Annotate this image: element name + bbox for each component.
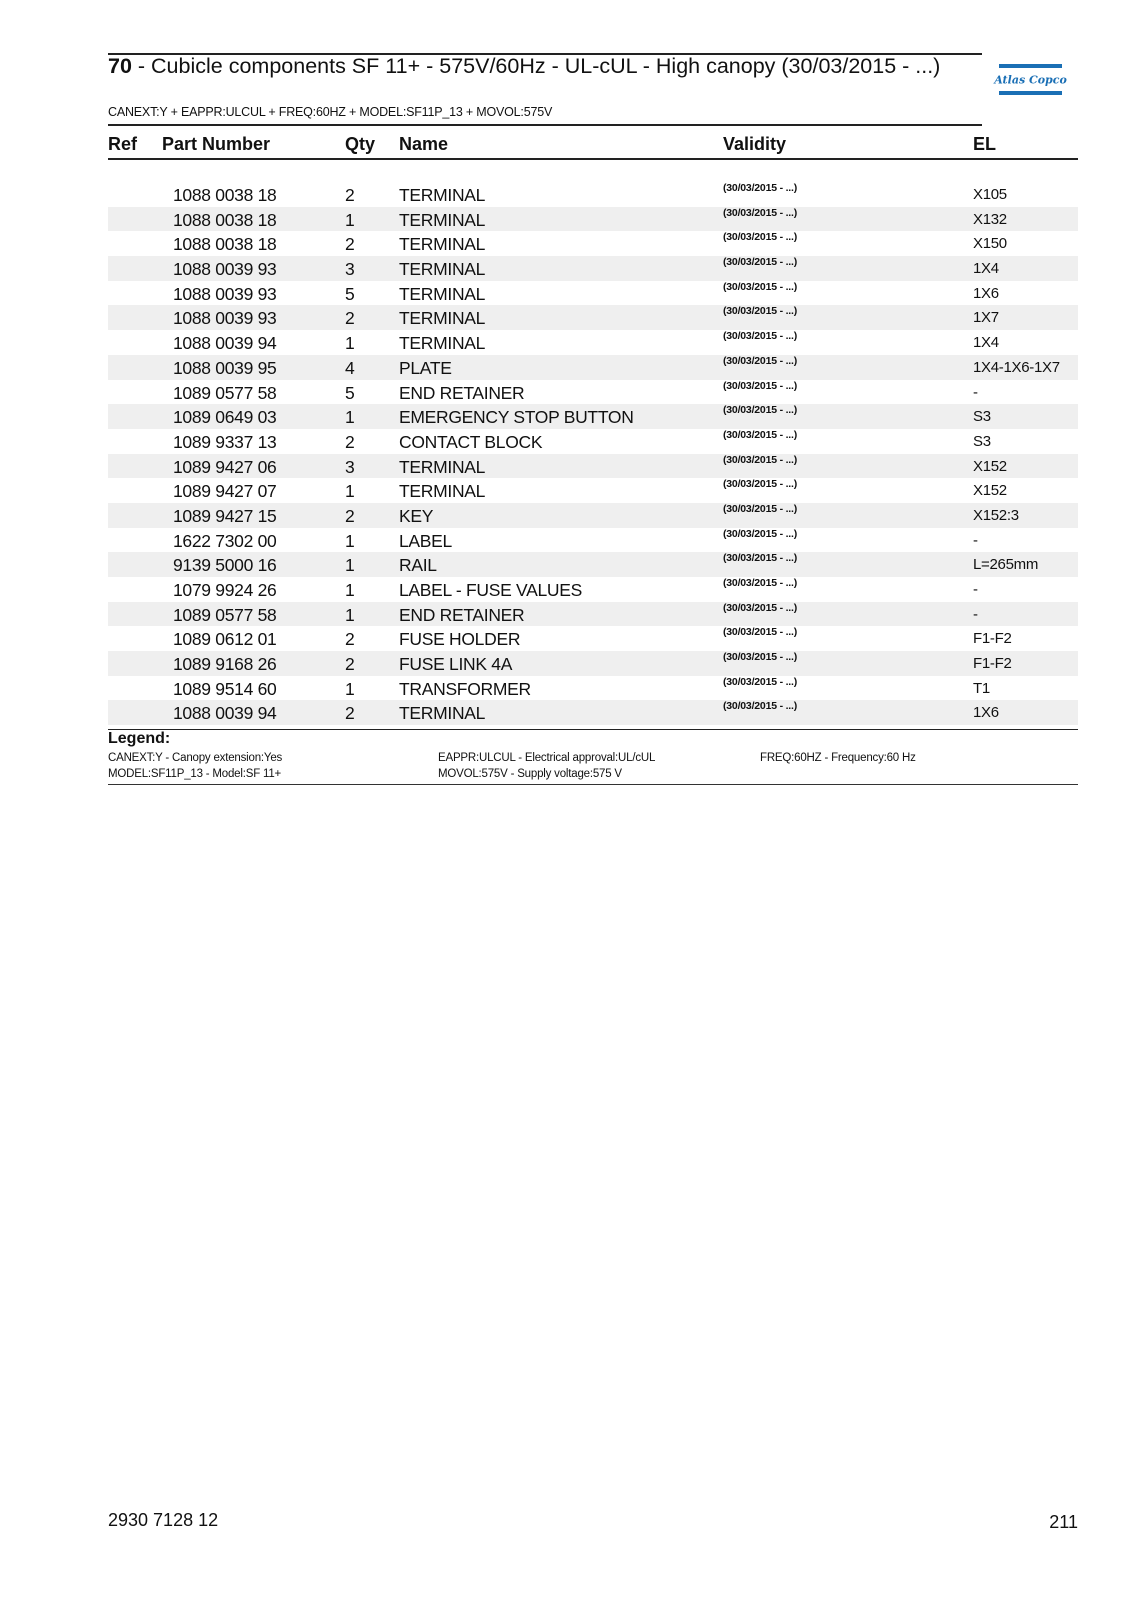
name-cell: TERMINAL — [399, 209, 486, 230]
el-cell: - — [973, 581, 978, 598]
document-number: 2930 7128 12 — [108, 1510, 219, 1530]
validity-cell: (30/03/2015 - ...) — [723, 330, 798, 343]
legend-bottom-rule — [108, 784, 1078, 785]
validity-cell: (30/03/2015 - ...) — [723, 502, 798, 515]
name-cell: FUSE LINK 4A — [399, 654, 513, 675]
el-cell: 1X7 — [973, 309, 999, 327]
part-number-cell: 1088 0038 18 — [173, 209, 277, 230]
validity-cell: (30/03/2015 - ...) — [723, 675, 798, 688]
el-cell: 1X6 — [973, 704, 999, 722]
table-row — [108, 651, 1078, 676]
column-header-name: Name — [399, 134, 449, 154]
part-number-cell: 9139 5000 16 — [173, 555, 277, 576]
part-number-cell: 1089 9514 60 — [173, 678, 277, 699]
qty-cell: 2 — [345, 629, 355, 650]
table-row — [108, 404, 1078, 429]
part-number-cell: 1088 0039 93 — [173, 308, 277, 329]
qty-cell: 3 — [345, 456, 355, 477]
name-cell: TERMINAL — [399, 185, 486, 205]
qty-cell: 1 — [345, 580, 355, 600]
table-row — [108, 429, 1078, 454]
table-row — [108, 305, 1078, 330]
part-number-cell: 1089 0649 03 — [173, 407, 277, 428]
parts-table — [108, 182, 1078, 725]
el-cell: X152:3 — [973, 506, 1019, 524]
part-number-cell: 1088 0039 93 — [173, 283, 277, 304]
configuration-code: CANEXT:Y + EAPPR:ULCUL + FREQ:60HZ + MODEL:SF11P_13 + MOVOL:575V — [108, 105, 553, 119]
column-header-ref: Ref — [108, 134, 138, 154]
page-number: 211 — [1049, 1512, 1078, 1532]
el-cell: 1X4 — [973, 334, 999, 352]
table-row — [108, 700, 1078, 725]
el-cell: L=265mm — [973, 556, 1039, 574]
column-header-el: EL — [973, 134, 997, 154]
part-number-cell: 1088 0039 93 — [173, 259, 277, 280]
name-cell: FUSE HOLDER — [399, 629, 521, 650]
validity-cell: (30/03/2015 - ...) — [723, 478, 798, 491]
validity-cell: (30/03/2015 - ...) — [723, 231, 798, 244]
table-row — [108, 602, 1078, 627]
part-number-cell: 1622 7302 00 — [173, 530, 277, 551]
validity-cell: (30/03/2015 - ...) — [723, 453, 798, 466]
part-number-cell: 1088 0039 94 — [173, 703, 277, 724]
part-number-cell: 1089 0577 58 — [173, 382, 277, 403]
name-cell: END RETAINER — [399, 382, 525, 403]
el-cell: F1-F2 — [973, 630, 1012, 648]
page-title — [108, 54, 970, 79]
qty-cell: 1 — [345, 209, 355, 230]
legend-model: MODEL:SF11P_13 - Model:SF 11+ — [108, 768, 282, 780]
atlas-copco-logo — [994, 64, 1067, 95]
name-cell: RAIL — [399, 555, 437, 576]
header-bottom-rule — [108, 124, 982, 126]
name-cell: TERMINAL — [399, 283, 486, 304]
table-row — [108, 182, 1078, 207]
name-cell: END RETAINER — [399, 604, 525, 625]
part-number-cell: 1088 0038 18 — [173, 185, 277, 205]
table-row — [108, 454, 1078, 479]
qty-cell: 2 — [345, 505, 355, 526]
validity-cell: (30/03/2015 - ...) — [723, 206, 798, 219]
table-row — [108, 355, 1078, 380]
qty-cell: 1 — [345, 481, 355, 502]
qty-cell: 2 — [345, 185, 355, 205]
legend-freq: FREQ:60HZ - Frequency:60 Hz — [760, 752, 916, 764]
el-cell: - — [973, 605, 978, 623]
name-cell: LABEL - FUSE VALUES — [399, 580, 582, 600]
table-row — [108, 231, 1078, 256]
legend-title: Legend: — [108, 730, 171, 747]
column-header-validity: Validity — [723, 134, 787, 154]
name-cell: TRANSFORMER — [399, 678, 531, 699]
logo-text: Atlas Copco — [994, 73, 1067, 87]
qty-cell: 3 — [345, 259, 355, 280]
el-cell: X132 — [973, 210, 1007, 228]
legend-canext: CANEXT:Y - Canopy extension:Yes — [108, 752, 283, 764]
validity-cell: (30/03/2015 - ...) — [723, 379, 798, 392]
qty-cell: 2 — [345, 308, 355, 329]
part-number-cell: 1089 9427 06 — [173, 456, 277, 477]
qty-cell: 1 — [345, 407, 355, 428]
column-header-qty: Qty — [345, 134, 376, 154]
name-cell: TERMINAL — [399, 234, 486, 255]
legend-eappr: EAPPR:ULCUL - Electrical approval:UL/cUL — [438, 752, 656, 764]
qty-cell: 1 — [345, 604, 355, 625]
section-number: 70 — [108, 54, 132, 78]
qty-cell: 5 — [345, 283, 355, 304]
name-cell: TERMINAL — [399, 333, 486, 354]
part-number-cell: 1079 9924 26 — [173, 580, 277, 600]
qty-cell: 1 — [345, 555, 355, 576]
name-cell: TERMINAL — [399, 481, 486, 502]
name-cell: PLATE — [399, 357, 452, 378]
name-cell: TERMINAL — [399, 259, 486, 280]
name-cell: TERMINAL — [399, 703, 486, 724]
table-row — [108, 676, 1078, 701]
part-number-cell: 1089 0577 58 — [173, 604, 277, 625]
el-cell: X150 — [973, 235, 1007, 253]
el-cell: X152 — [973, 482, 1007, 500]
validity-cell: (30/03/2015 - ...) — [723, 651, 798, 664]
validity-cell: (30/03/2015 - ...) — [723, 428, 798, 441]
name-cell: EMERGENCY STOP BUTTON — [399, 407, 634, 428]
el-cell: X105 — [973, 186, 1007, 203]
legend-movol: MOVOL:575V - Supply voltage:575 V — [438, 768, 622, 780]
validity-cell: (30/03/2015 - ...) — [723, 280, 798, 293]
el-cell: T1 — [973, 679, 990, 697]
validity-cell: (30/03/2015 - ...) — [723, 527, 798, 540]
part-number-cell: 1088 0039 94 — [173, 333, 277, 354]
table-row — [108, 503, 1078, 528]
table-row — [108, 552, 1078, 577]
validity-cell: (30/03/2015 - ...) — [723, 305, 798, 318]
validity-cell: (30/03/2015 - ...) — [723, 601, 798, 614]
table-bottom-rule — [108, 729, 1078, 730]
table-row — [108, 256, 1078, 281]
part-number-cell: 1089 9168 26 — [173, 654, 277, 675]
table-row — [108, 330, 1078, 355]
table-row — [108, 207, 1078, 232]
qty-cell: 1 — [345, 678, 355, 699]
qty-cell: 2 — [345, 431, 355, 452]
part-number-cell: 1088 0038 18 — [173, 234, 277, 255]
validity-cell: (30/03/2015 - ...) — [723, 404, 798, 417]
el-cell: F1-F2 — [973, 655, 1012, 673]
part-number-cell: 1089 0612 01 — [173, 629, 277, 650]
table-row — [108, 528, 1078, 553]
qty-cell: 1 — [345, 333, 355, 354]
part-number-cell: 1089 9427 15 — [173, 505, 277, 526]
name-cell: LABEL — [399, 530, 452, 551]
validity-cell: (30/03/2015 - ...) — [723, 700, 798, 713]
table-row — [108, 626, 1078, 651]
table-row — [108, 281, 1078, 306]
table-row — [108, 577, 1078, 602]
part-number-cell: 1088 0039 95 — [173, 357, 277, 378]
validity-cell: (30/03/2015 - ...) — [723, 626, 798, 639]
el-cell: 1X4-1X6-1X7 — [973, 358, 1060, 376]
qty-cell: 2 — [345, 703, 355, 724]
validity-cell: (30/03/2015 - ...) — [723, 256, 798, 269]
el-cell: S3 — [973, 432, 991, 450]
name-cell: KEY — [399, 505, 434, 526]
validity-cell: (30/03/2015 - ...) — [723, 354, 798, 367]
column-header-part-number: Part Number — [162, 134, 271, 154]
el-cell: - — [973, 383, 978, 401]
validity-cell: (30/03/2015 - ...) — [723, 552, 798, 565]
el-cell: X152 — [973, 457, 1007, 475]
el-cell: 1X4 — [973, 260, 999, 278]
qty-cell: 4 — [345, 357, 355, 378]
qty-cell: 2 — [345, 654, 355, 675]
validity-cell: (30/03/2015 - ...) — [723, 577, 798, 589]
part-number-cell: 1089 9337 13 — [173, 431, 277, 452]
el-cell: 1X6 — [973, 284, 999, 302]
el-cell: S3 — [973, 408, 991, 426]
qty-cell: 1 — [345, 530, 355, 551]
table-row — [108, 380, 1078, 405]
table-header-rule — [108, 158, 1078, 160]
name-cell: TERMINAL — [399, 308, 486, 329]
name-cell: TERMINAL — [399, 456, 486, 477]
validity-cell: (30/03/2015 - ...) — [723, 182, 798, 194]
name-cell: CONTACT BLOCK — [399, 431, 543, 452]
part-number-cell: 1089 9427 07 — [173, 481, 277, 502]
qty-cell: 2 — [345, 234, 355, 255]
el-cell: - — [973, 531, 978, 549]
qty-cell: 5 — [345, 382, 355, 403]
section-title: - Cubicle components SF 11+ - 575V/60Hz - UL-cUL - High canopy (30/03/2015 - ...) — [131, 54, 941, 78]
table-row — [108, 478, 1078, 503]
